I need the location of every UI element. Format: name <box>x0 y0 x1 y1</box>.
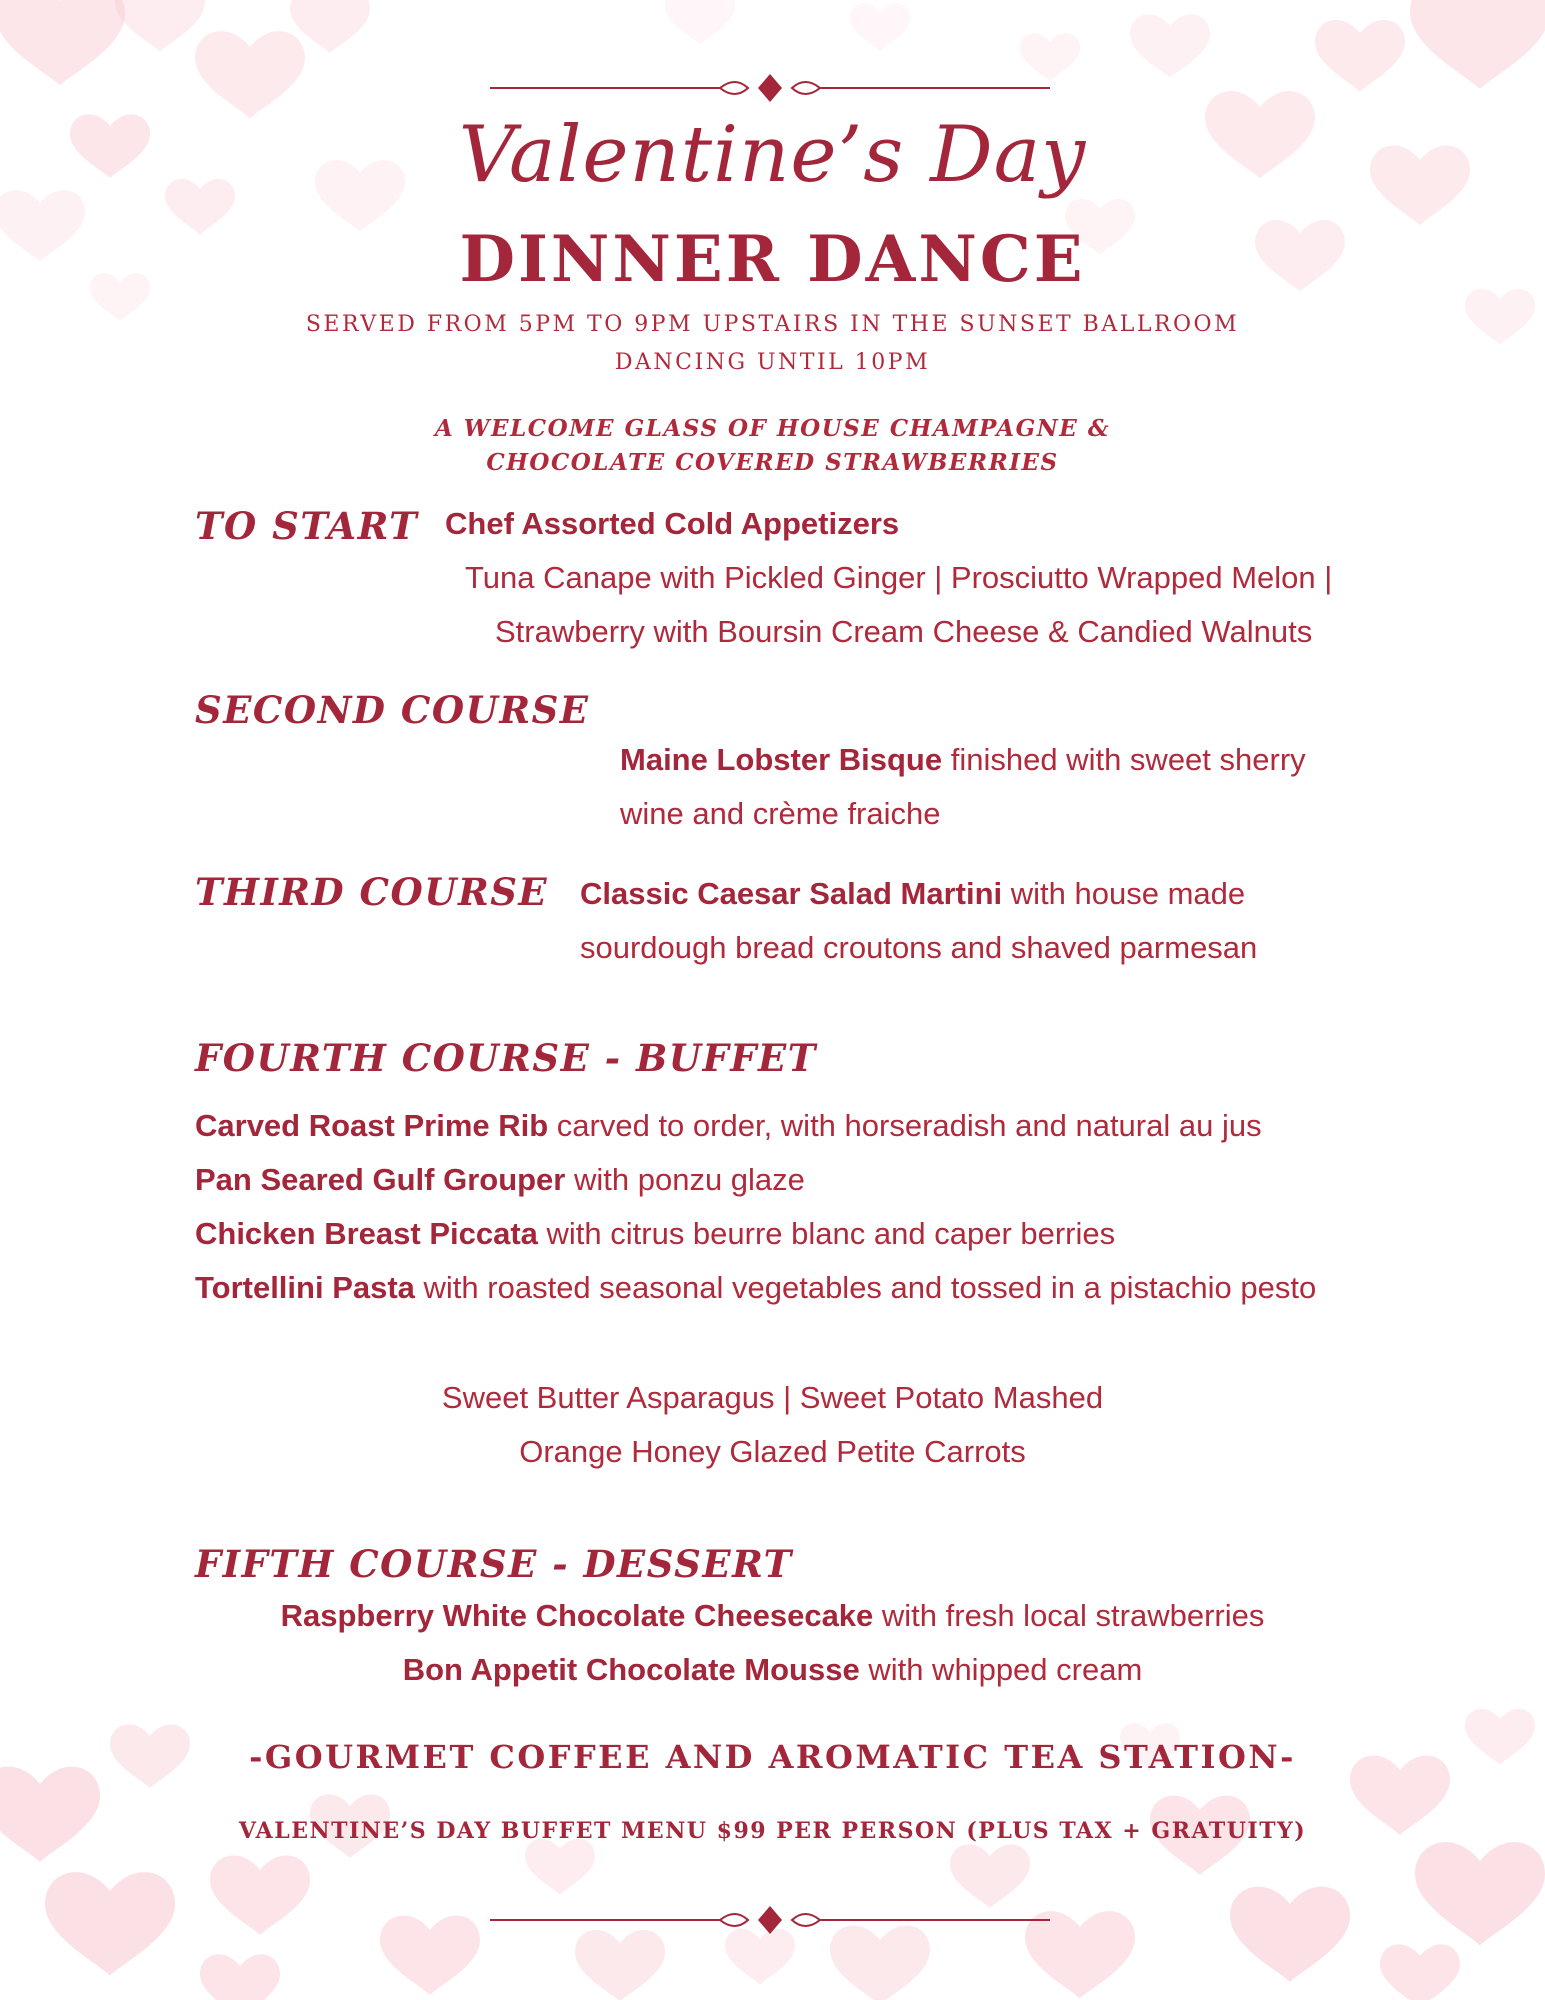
third-course-dish: Classic Caesar Salad Martini with house made <box>580 876 1246 911</box>
welcome-line-2: CHOCOLATE COVERED STRAWBERRIES <box>486 449 1059 476</box>
to-start-dish: Chef Assorted Cold Appetizers <box>445 506 900 541</box>
buffet-item: Carved Roast Prime Rib carved to order, with horseradish and natural au jus <box>195 1108 1262 1143</box>
fifth-course-heading: FIFTH COURSE - DESSERT <box>195 1542 793 1586</box>
buffet-sides-1: Sweet Butter Asparagus | Sweet Potato Mashed <box>441 1380 1104 1415</box>
flourish-divider-top <box>490 70 1050 106</box>
second-course-desc: wine and crème fraiche <box>620 796 941 831</box>
second-course-dish: Maine Lobster Bisque finished with sweet sherry <box>620 742 1306 777</box>
page-title: DINNER DANCE <box>459 222 1086 297</box>
dessert-item: Raspberry White Chocolate Cheesecake with fresh local strawberries <box>280 1598 1265 1633</box>
third-course-desc: sourdough bread croutons and shaved parmesan <box>580 930 1258 965</box>
to-start-line-2: Strawberry with Boursin Cream Cheese & Candied Walnuts <box>495 614 1313 649</box>
welcome-line-1: A WELCOME GLASS OF HOUSE CHAMPAGNE & <box>434 415 1111 442</box>
to-start-line-1: Tuna Canape with Pickled Ginger | Prosciutto Wrapped Melon | <box>465 560 1333 595</box>
dessert-item: Bon Appetit Chocolate Mousse with whipped cream <box>402 1652 1143 1687</box>
dancing-hours: DANCING UNTIL 10PM <box>614 350 931 375</box>
fourth-course-heading: FOURTH COURSE - BUFFET <box>195 1036 817 1080</box>
buffet-item: Chicken Breast Piccata with citrus beurre blanc and caper berries <box>195 1216 1116 1251</box>
buffet-item: Tortellini Pasta with roasted seasonal vegetables and tossed in a pistachio pesto <box>195 1270 1317 1305</box>
service-hours: SERVED FROM 5PM TO 9PM UPSTAIRS IN THE SUNSET BALLROOM <box>305 312 1240 337</box>
coffee-station: -GOURMET COFFEE AND AROMATIC TEA STATION- <box>249 1738 1296 1776</box>
script-title: Valentine’s Day <box>458 110 1087 200</box>
price-line: VALENTINE’S DAY BUFFET MENU $99 PER PERSON (PLUS TAX + GRATUITY) <box>238 1818 1307 1844</box>
buffet-sides-2: Orange Honey Glazed Petite Carrots <box>519 1434 1026 1469</box>
second-course-heading: SECOND COURSE <box>195 688 590 732</box>
buffet-item: Pan Seared Gulf Grouper with ponzu glaze <box>195 1162 805 1197</box>
third-course-heading: THIRD COURSE <box>195 870 549 914</box>
flourish-divider-bottom <box>490 1902 1050 1938</box>
to-start-heading: TO START <box>195 504 419 548</box>
